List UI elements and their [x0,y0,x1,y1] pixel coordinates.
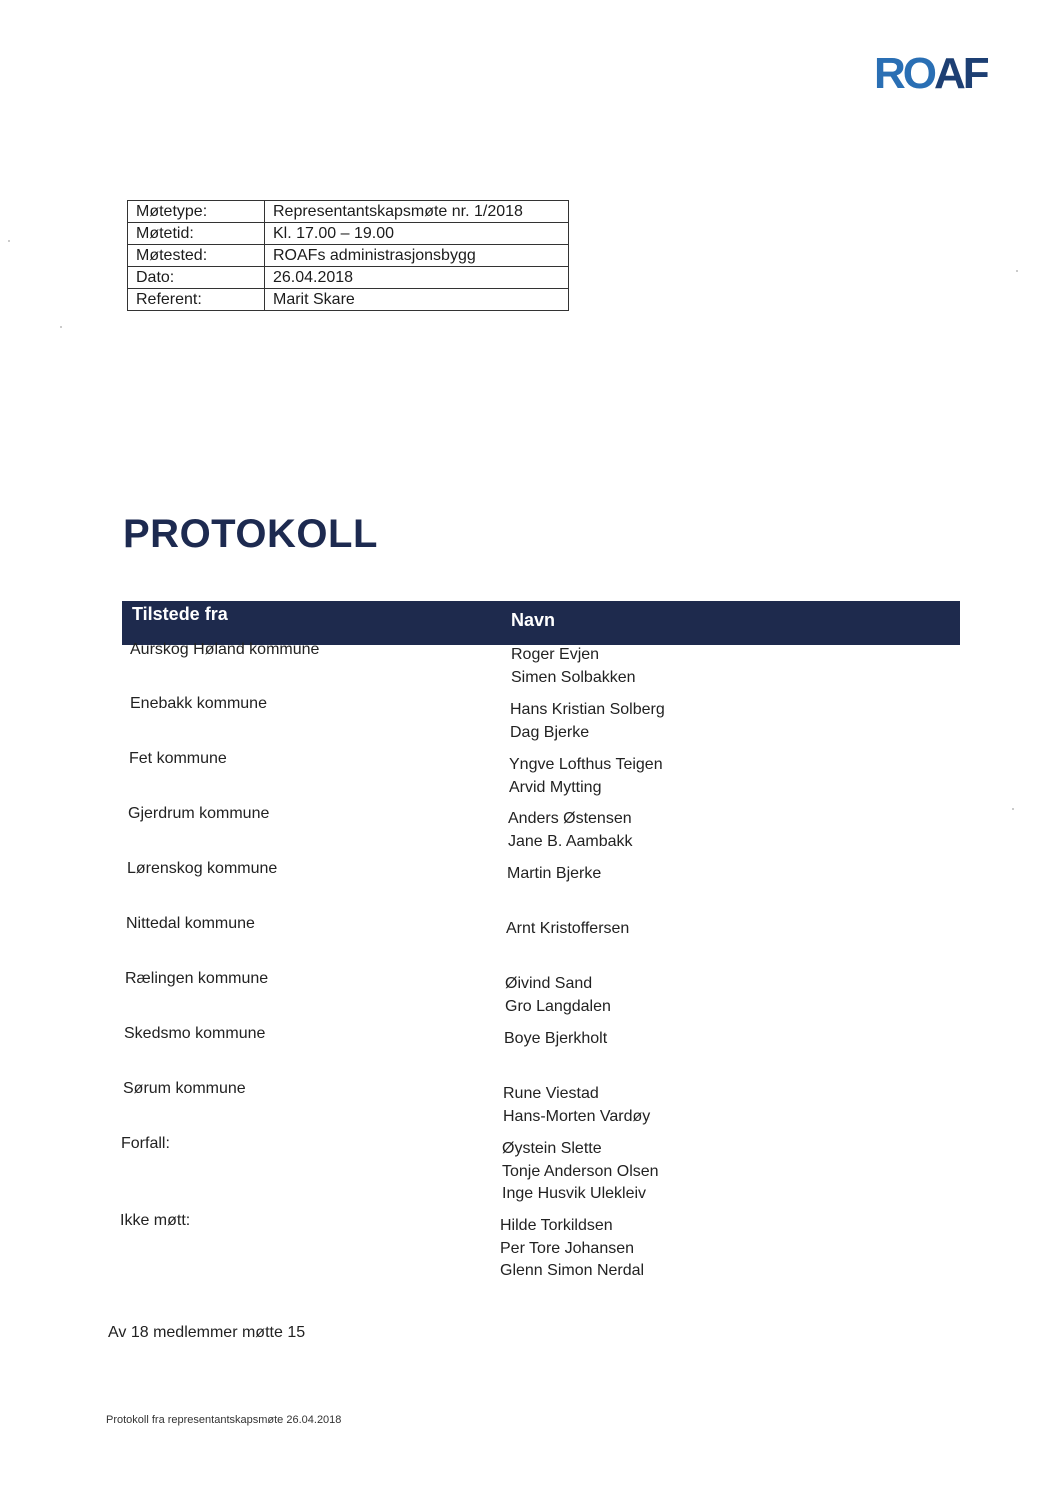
attendee-name: Hans Kristian Solberg [510,701,665,718]
attendee-name: Jane B. Aambakk [508,832,633,850]
org-lorenskog: Lørenskog kommune [127,860,278,877]
meeting-place-value: ROAFs administrasjonsbygg [265,245,569,267]
names-sorum [503,1083,650,1128]
meeting-time-label: Møtetid: [128,223,265,245]
attendance-header [122,601,960,645]
minute-taker-value: Marit Skare [265,289,569,311]
org-enebakk: Enebakk kommune [130,695,267,712]
scan-speck [1016,270,1018,272]
names-gjerdrum [508,808,633,853]
minute-taker-label: Referent: [128,289,265,311]
meeting-info-table [127,200,569,311]
attendee-name: Roger Evjen [511,646,600,663]
names-skedsmo [504,1028,607,1051]
names-nittedal [506,918,629,941]
org-fet: Fet kommune [129,750,227,767]
meeting-type-row [128,201,569,223]
attendee-name: Dag Bjerke [510,723,590,741]
attendee-name: Rune Viestad [503,1085,599,1102]
attendee-name: Inge Husvik Ulekleiv [502,1185,647,1202]
attendee-name: Hans-Morten Vardøy [503,1107,651,1125]
attendee-name: Martin Bjerke [507,865,602,882]
names-lorenskog [507,863,601,886]
attendee-name: Arvid Mytting [509,778,602,796]
names-enebakk [510,699,665,744]
names-raelingen [505,973,611,1018]
attendee-name: Glenn Simon Nerdal [500,1262,645,1279]
names-absent [502,1138,659,1206]
logo-text-ro: RO [874,49,934,98]
names-fet [509,754,663,799]
meeting-date-value: 26.04.2018 [265,267,569,289]
meeting-place-label: Møtested: [128,245,265,267]
meeting-type-label: Møtetype: [128,201,265,223]
names-aurskog-holand [511,644,636,689]
attendee-name: Yngve Lofthus Teigen [509,756,663,773]
names-not-attended [500,1215,644,1283]
attendee-name: Boye Bjerkholt [504,1030,608,1047]
scan-speck [1012,808,1014,810]
attendee-name: Øystein Slette [502,1140,602,1157]
org-skedsmo: Skedsmo kommune [124,1025,266,1042]
not-attended-label: Ikke møtt: [120,1212,191,1229]
org-raelingen: Rælingen kommune [125,970,269,987]
meeting-place-row [128,245,569,267]
org-nittedal: Nittedal kommune [126,915,255,932]
name-header: Navn [511,610,556,630]
attendee-name: Simen Solbakken [511,668,636,686]
roaf-logo [874,49,987,98]
attendee-name: Anders Østensen [508,810,632,827]
attendee-name: Hilde Torkildsen [500,1217,613,1234]
org-sorum: Sørum kommune [123,1080,246,1097]
scan-speck [60,326,62,328]
attendee-name: Gro Langdalen [505,997,611,1015]
absent-label: Forfall: [121,1135,170,1152]
meeting-date-label: Dato: [128,267,265,289]
page-title: PROTOKOLL [123,512,378,556]
attendee-name: Arnt Kristoffersen [506,920,630,937]
scan-speck [8,240,10,242]
meeting-time-value: Kl. 17.00 – 19.00 [265,223,569,245]
attendee-name: Per Tore Johansen [500,1239,635,1257]
org-aurskog-holand: Aurskog Høland kommune [130,641,320,658]
minute-taker-row [128,289,569,311]
present-from-header: Tilstede fra [132,604,228,624]
meeting-date-row [128,267,569,289]
meeting-time-row [128,223,569,245]
org-gjerdrum: Gjerdrum kommune [128,805,270,822]
logo-text-af: AF [934,49,987,98]
attendee-name: Øivind Sand [505,975,593,992]
attendee-name: Tonje Anderson Olsen [502,1162,659,1180]
attendance-summary: Av 18 medlemmer møtte 15 [108,1324,306,1341]
meeting-type-value: Representantskapsmøte nr. 1/2018 [265,201,569,223]
page-footer: Protokoll fra representantskapsmøte 26.04.2018 [106,1414,342,1426]
